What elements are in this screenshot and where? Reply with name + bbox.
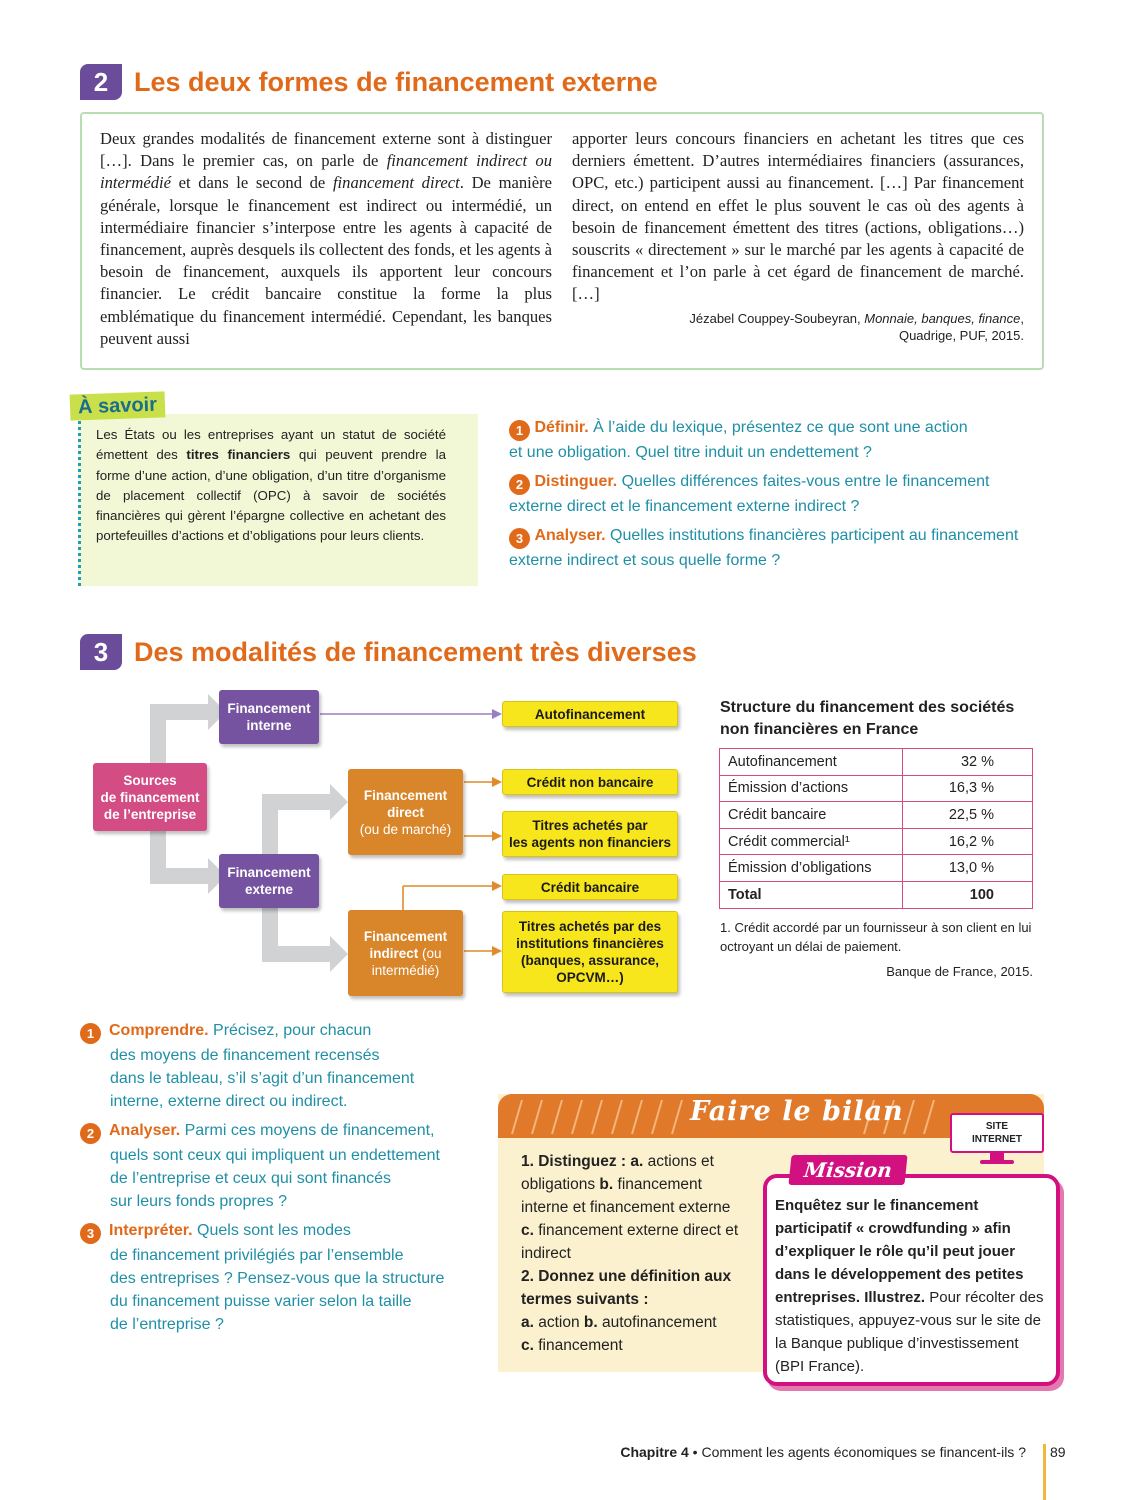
question-item: 1 Définir. À l’aide du lexique, présentez ce que sont une action et une obligation. Quel titre induit un endettement ? <box>509 419 968 461</box>
document-quote-box <box>80 112 1044 370</box>
question-item: 3 Interpréter. Quels sont les modes de financement privilégiés par l’ensemble des entreprises ? Pensez-vous que la structure du financement puisse varier selon la taille de l’entreprise ? <box>80 1219 480 1336</box>
a-savoir-text: Les États ou les entreprises ayant un statut de société émettent des titres financiers qui peuvent prendre la forme d’une action, d’une obligation, d’un titre d’organisme de placement collectif (OPC) à savoir de sociétés financières qui gèrent l’épargne collective en achetant des portefeuilles d’actions et d’obligations pour leurs clients. <box>96 427 446 544</box>
section-2-questions <box>509 416 1049 572</box>
question-number-icon: 2 <box>509 474 530 495</box>
table-footnote: 1. Crédit accordé par un fournisseur à son client en lui octroyant un délai de paiement. <box>720 920 1032 954</box>
node-financement-direct: Financement direct (ou de marché) <box>348 769 463 855</box>
table-title: Structure du financement des sociétés non financières en France <box>720 699 1015 738</box>
node-financement-interne: Financement interne <box>219 690 319 744</box>
table-row: Émission d’obligations 13,0 % <box>720 855 1033 882</box>
bilan-questions: 1. Distinguez : a. actions et obligations b. financement interne et financement externe c. financement externe direct et indirect 2. Donnez une définition aux termes suivants : a. action b. autofinancement c. financement <box>521 1153 739 1354</box>
quote-column-left: Deux grandes modalités de financement externe sont à distinguer […]. Dans le premier cas, on parle de financement indirect ou intermédié et dans le second de financement direct. De manière générale, lorsque le financement est indirect ou intermédié, un intermédiaire financier s’interpose entre les agents à capacité de financement, auprès desquels ils collectent des fonds, et les agents à besoin de financement, auxquels ils apportent leur concours financier. Le crédit bancaire constitue la forme la plus emblématique du financement intermédié. Cependant, les banques peuvent aussi <box>100 129 553 348</box>
arrow-head <box>330 784 348 820</box>
a-savoir-tag: À savoir <box>70 391 166 420</box>
mission-tag: Mission <box>788 1155 907 1185</box>
financing-structure-table <box>719 748 1033 909</box>
section-3-header <box>80 634 697 670</box>
arrow-segment <box>262 946 332 962</box>
arrow-head <box>492 777 502 787</box>
arrow-segment <box>150 868 210 884</box>
node-sources: Sources de financement de l’entreprise <box>93 763 207 831</box>
table-row: Crédit bancaire 22,5 % <box>720 802 1033 829</box>
question-item: 3 Analyser. Quelles institutions financières participent au financement externe indirect et sous quelle forme ? <box>509 527 1019 569</box>
table-row: Autofinancement 32 % <box>720 749 1033 776</box>
node-credit-non-bancaire: Crédit non bancaire <box>502 769 678 795</box>
table-source: Banque de France, 2015. <box>886 964 1033 979</box>
site-internet-icon <box>950 1113 1044 1165</box>
financing-diagram <box>80 686 700 1006</box>
question-number-icon: 1 <box>509 420 530 441</box>
section-title: Des modalités de financement très diverses <box>134 636 697 667</box>
question-number-icon: 2 <box>80 1123 101 1144</box>
node-financement-externe: Financement externe <box>219 854 319 908</box>
faire-le-bilan-title: Faire le bilan <box>690 1096 904 1127</box>
section-title: Les deux formes de financement externe <box>134 66 658 97</box>
table-row-total: Total 100 <box>720 881 1033 908</box>
mission-text: Enquêtez sur le financement participatif « crowdfunding » afin d’expliquer le rôle qu’il peut jouer dans le développement des petites entreprises. Illustrez. Pour récolter des statistiques, appuyez-vous sur le site de la Banque publique d’investissement (BPI France). <box>775 1197 1044 1375</box>
question-item: 2 Analyser. Parmi ces moyens de financement, quels sont ceux qui impliquent un endettement de l’entreprise et ceux qui sont financés sur leurs fonds propres ? <box>80 1119 480 1213</box>
page-divider <box>1043 1444 1046 1500</box>
monitor-base <box>980 1160 1014 1164</box>
question-number-icon: 1 <box>80 1023 101 1044</box>
node-credit-bancaire: Crédit bancaire <box>502 874 678 900</box>
arrow-head <box>492 831 502 841</box>
arrow-segment <box>150 704 210 720</box>
arrow-head <box>330 936 348 972</box>
question-item: 2 Distinguer. Quelles différences faites-vous entre le financement externe direct et le financement externe indirect ? <box>509 473 990 515</box>
page-footer: Chapitre 4 • Comment les agents économiques se financent-ils ? <box>620 1444 1026 1460</box>
section-number: 2 <box>80 64 122 100</box>
question-item: 1 Comprendre. Précisez, pour chacun des moyens de financement recensés dans le tableau, s’il s’agit d’un financement interne, externe direct ou indirect. <box>80 1019 480 1113</box>
node-financement-indirect: Financement indirect (ou intermédié) <box>348 910 463 996</box>
table-row: Crédit commercial¹ 16,2 % <box>720 828 1033 855</box>
quote-column-right: apporter leurs concours financiers en achetant les titres que ces derniers émettent. D’autres intermédiaires financiers (assurances, OPC, etc.) participent aussi au financement. […] Par financement direct, on entend en effet le plus souvent le cas où des agents à besoin de financement émettent des titres (actions, obligations…) souscrits « directement » sur le marché par les agents à capacité de financement et l’on parle à cet égard de financement de marché. […] Jézabel Couppey-Soubeyran, Monnaie, banques, finance, Quadrige, PUF, 2015. <box>572 129 1024 343</box>
arrow-head <box>492 709 502 719</box>
arrow-segment <box>262 794 332 810</box>
quote-source: Jézabel Couppey-Soubeyran, Monnaie, banques, finance, Quadrige, PUF, 2015. <box>689 310 1024 343</box>
orange-arrow-heads <box>492 777 502 956</box>
section-3-questions <box>80 1019 480 1336</box>
arrow-head <box>492 946 502 956</box>
question-number-icon: 3 <box>80 1223 101 1244</box>
node-autofinancement: Autofinancement <box>502 701 678 727</box>
page-number: 89 <box>1050 1444 1066 1460</box>
section-2-header <box>80 64 658 100</box>
section-number: 3 <box>80 634 122 670</box>
monitor-icon: SITE INTERNET <box>950 1113 1044 1153</box>
question-number-icon: 3 <box>509 528 530 549</box>
node-titres-agents-non-financiers: Titres achetés par les agents non financiers <box>502 811 678 857</box>
table-row: Émission d’actions 16,3 % <box>720 775 1033 802</box>
node-titres-institutions: Titres achetés par des institutions financières (banques, assurance, OPCVM…) <box>502 911 678 993</box>
arrow-head <box>492 881 502 891</box>
